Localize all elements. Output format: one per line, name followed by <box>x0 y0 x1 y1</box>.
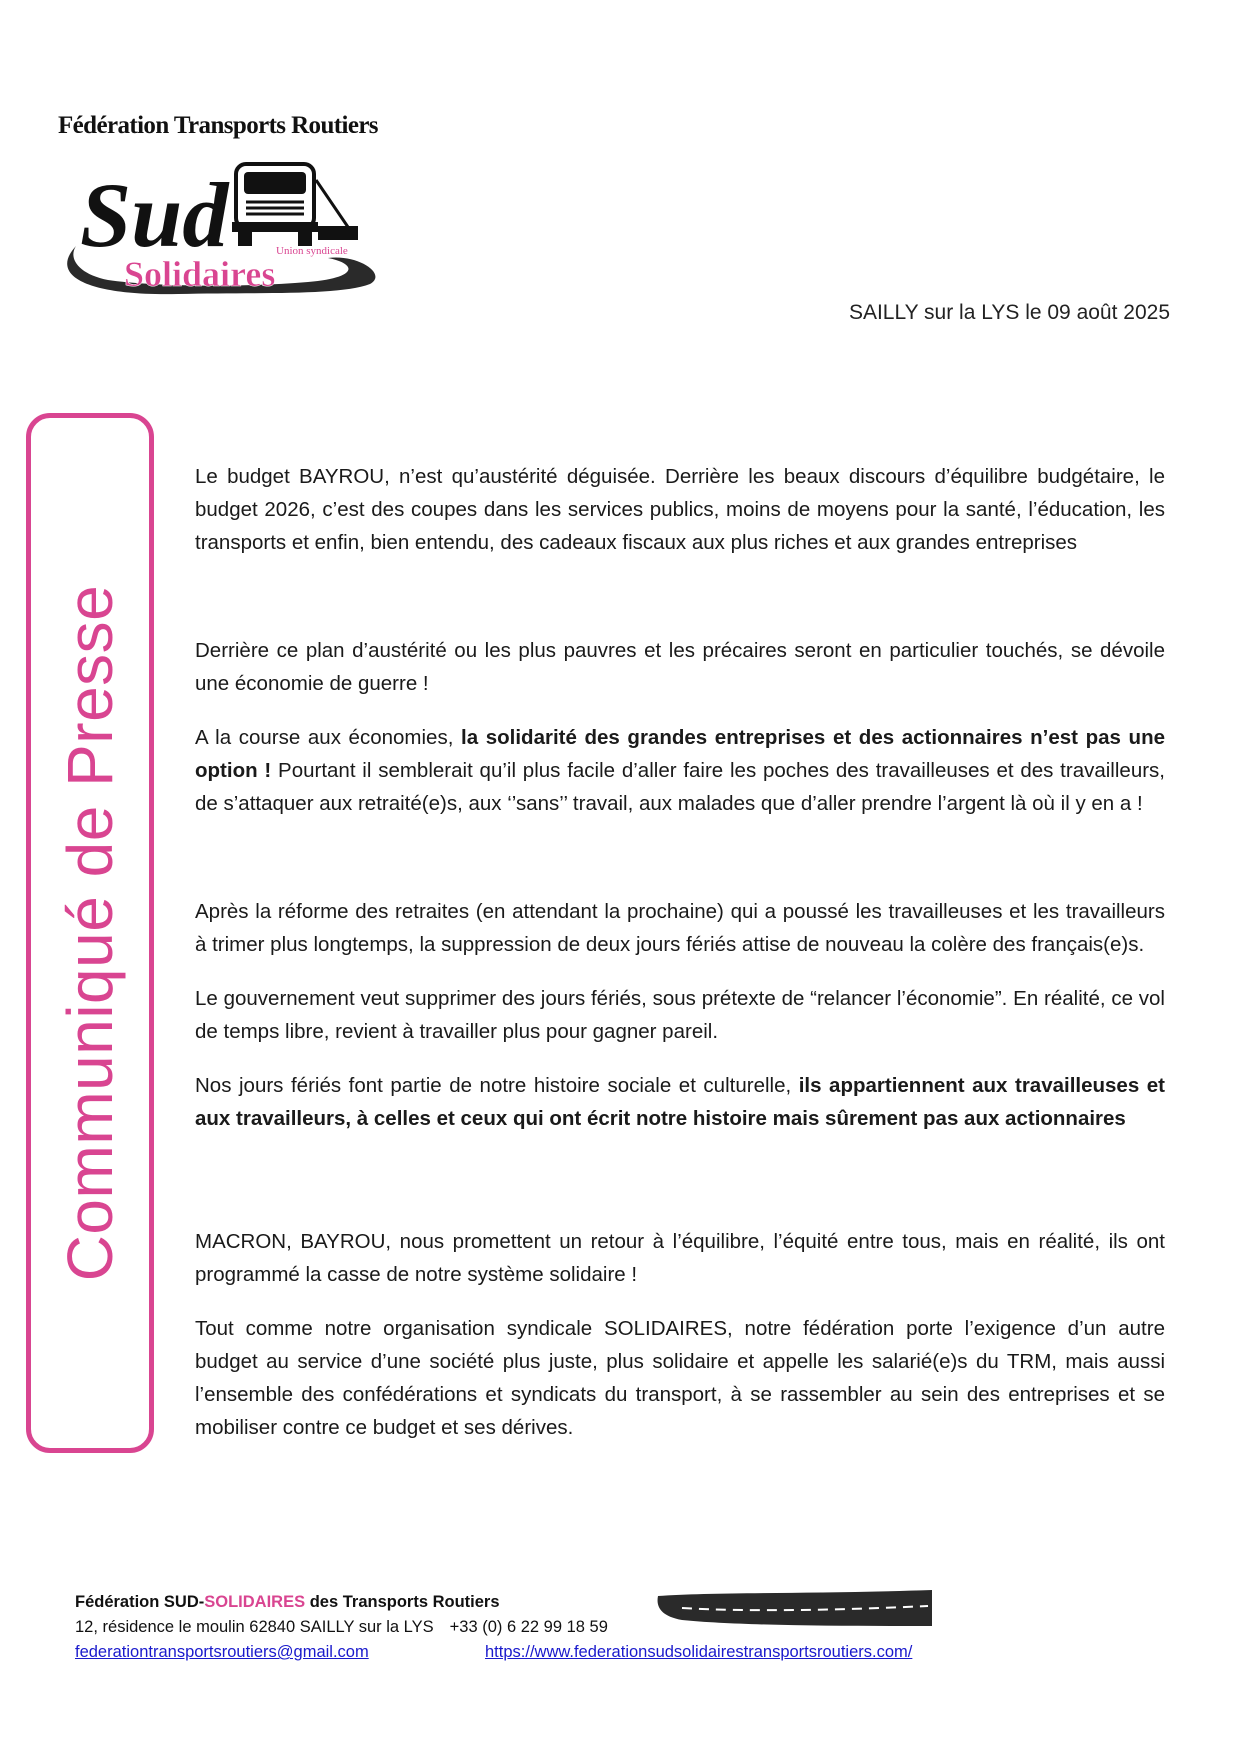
footer-title-text: des Transports Routiers <box>305 1593 500 1611</box>
logo-solidaires-text: Solidaires <box>124 254 276 294</box>
press-release-body <box>195 460 1165 1444</box>
footer-title-accent: SOLIDAIRES <box>204 1593 306 1611</box>
paragraph-emphasis: la solidarité des grandes entreprises et des actionnaires n’est pas une option ! <box>195 726 1165 782</box>
paragraph <box>195 1069 1165 1135</box>
logo-sud-text: Sud <box>80 164 229 266</box>
footer-address: 12, résidence le moulin 62840 SAILLY sur la LYS <box>75 1618 434 1636</box>
email-link[interactable]: federationtransportsroutiers@gmail.com <box>75 1643 369 1661</box>
logo-union-text: Union syndicale <box>276 245 348 257</box>
paragraph-text: Pourtant il semblerait qu’il plus facile d’aller faire les poches des travailleuses et des travailleurs, de s’attaquer aux retraité(e)s, aux ‘’sans’’ travail, aux malades que d’aller prendre l’argent là où il y en a ! <box>195 759 1165 815</box>
paragraph: MACRON, BAYROU, nous promettent un retour à l’équilibre, l’équité entre tous, mais en réalité, ils ont programmé la casse de notre système solidaire ! <box>195 1230 1165 1286</box>
sud-solidaires-logo <box>58 146 378 306</box>
paragraph: Tout comme notre organisation syndicale SOLIDAIRES, notre fédération porte l’exigence d’un autre budget au service d’une société plus juste, plus solidaire et appelle les salarié(e)s du TRM, mais aussi l’ensemble des confédérations et syndicats du transport, à se rassembler au sein des entreprises et se mobiliser contre ce budget et ses dérives. <box>195 1317 1165 1439</box>
paragraph: Derrière ce plan d’austérité ou les plus pauvres et les précaires seront en particulier touchés, se dévoile une économie de guerre ! <box>195 639 1165 695</box>
paragraph: Le budget BAYROU, n’est qu’austérité déguisée. Derrière les beaux discours d’équilibre budgétaire, le budget 2026, c’est des coupes dans les services publics, moins de moyens pour la santé, l’éducation, les transports et enfin, bien entendu, des cadeaux fiscaux aux plus riches et aux grandes entreprises <box>195 465 1165 554</box>
paragraph-text: Nos jours fériés font partie de notre histoire sociale et culturelle, <box>195 1074 799 1097</box>
footer-links <box>75 1640 935 1665</box>
date-line: SAILLY sur la LYS le 09 août 2025 <box>848 301 1170 324</box>
paragraph-emphasis: ils appartiennent aux travailleuses et aux travailleurs, à celles et ceux qui ont écrit notre histoire mais sûrement pas aux actionnaires <box>195 1074 1165 1130</box>
website-link[interactable]: https://www.federationsudsolidairestransportsroutiers.com/ <box>485 1643 913 1661</box>
side-banner-label: Communiqué de Presse <box>54 584 126 1282</box>
footer-title <box>75 1590 935 1615</box>
footer-title-text: Fédération SUD- <box>75 1593 205 1611</box>
footer <box>75 1590 935 1665</box>
paragraph-text: A la course aux économies, <box>195 726 462 749</box>
paragraph <box>195 721 1165 820</box>
paragraph: Après la réforme des retraites (en attendant la prochaine) qui a poussé les travailleuses et les travailleurs à trimer plus longtemps, la suppression de deux jours fériés attise de nouveau la colère des français(e)s. <box>195 900 1165 956</box>
paragraph: Le gouvernement veut supprimer des jours fériés, sous prétexte de “relancer l’économie”. En réalité, ce vol de temps libre, revient à travailler plus pour gagner pareil. <box>195 987 1165 1043</box>
org-title: Fédération Transports Routiers <box>58 112 378 139</box>
footer-phone: +33 (0) 6 22 99 18 59 <box>449 1618 608 1636</box>
footer-contact <box>75 1615 935 1640</box>
